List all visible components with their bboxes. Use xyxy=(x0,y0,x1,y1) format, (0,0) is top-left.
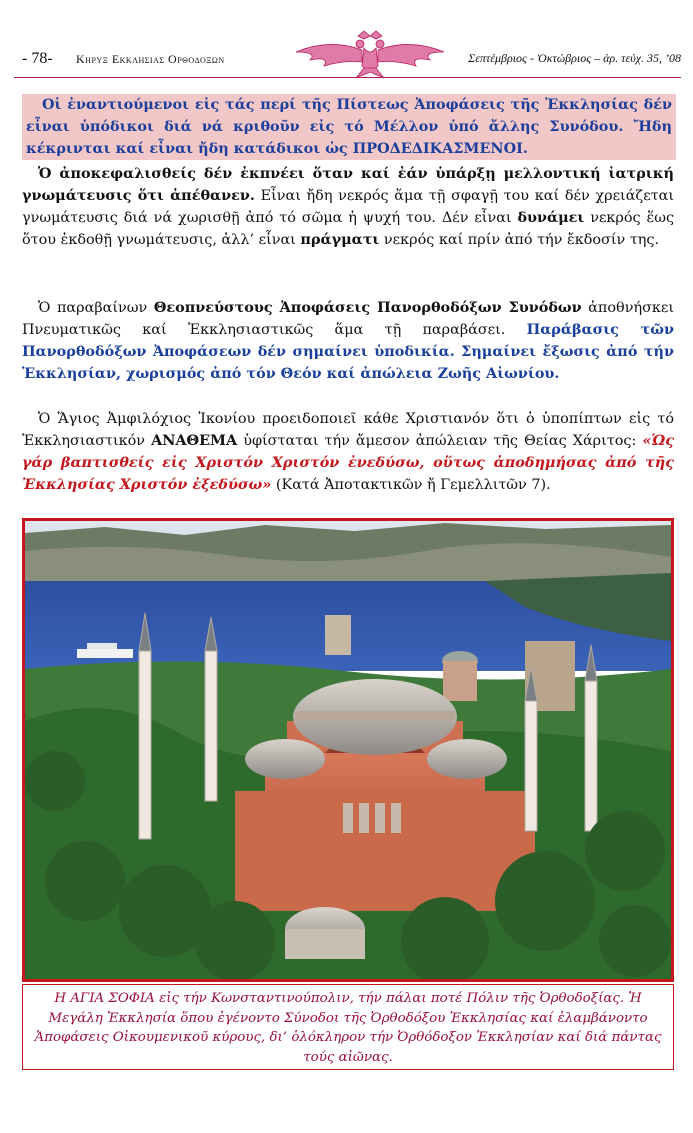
issue-info: Σεπτέμβριος - Ὀκτώβριος – ἀρ. τεύχ. 35, ’08 xyxy=(468,51,681,65)
photo-caption: Η ΑΓΙΑ ΣΟΦΙΑ εἰς τήν Κωνσταντινούπολιν, τήν πάλαι ποτέ Πόλιν τῆς Ὀρθοδοξίας. Ἡ Μεγάλη Ἐκκλησία ὅπου ἐγένοντο Σύνοδοι τῆς Ὀρθοδόξου Ἐκκλησίας καί ἐλαμβάνοντο Ἀποφάσεις Οἰκουμενικοῦ κύρους, δι’ ὁλόκληρον τήν Ὀρθόδοξον Ἐκκλησίαν καί διά πάντας τούς αἰῶνας. xyxy=(22,984,674,1070)
page-header xyxy=(14,38,681,78)
paragraph-3: Ὁ Ἅγιος Ἀμφιλόχιος Ἰκονίου προειδοποιεῖ κάθε Χριστιανόν ὅτι ὁ ὑποπίπτων εἰς τό Ἐκκλησιαστικόν ΑΝΑΘΕΜΑ ὑφίσταται τήν ἄμεσον ἀπώλειαν τῆς Θείας Χάριτος: «Ὡς γάρ βαπτισθείς εἰς Χριστόν Χριστόν ἐνεδύσω, οὕτως ἀποδημήσας ἀπό τῆς Ἐκκλησίας Χριστόν ἐξεδύσω» (Κατά Ἀποτακτικῶν ἤ Γεμελλιτῶν 7). xyxy=(22,411,674,493)
paragraph-1: Ὁ ἀποκεφαλισθείς δέν ἐκπνέει ὅταν καί ἐάν ὑπάρξῃ μελλοντική ἰατρική γνωμάτευσις ὅτι ἀπέθανεν. Εἶναι ἤδη νεκρός ἅμα τῇ σφαγῇ του καί δέν χρειάζεται γνωμάτευσις διά νά χωρισθῇ ἀπό τό σῶμα ἡ ψυχή του. Δέν εἶναι δυνάμει νεκρός ἕως ὅτου ἐκδοθῇ γνωμάτευσις, ἀλλ’ εἶναι πράγματι νεκρός καί πρίν ἀπό τήν ἔκδοσίν της. xyxy=(22,165,675,248)
intro-paragraph: Οἱ ἐναντιούμενοι εἰς τάς περί τῆς Πίστεως Ἀποφάσεις τῆς Ἐκκλησίας δέν εἶναι ὑπόδικοι διά νά κριθοῦν εἰς τό Μέλλον ὑπό ἄλλης Συνόδου. Ἤδη κέκρινται καί εἶναι ἤδη κατάδικοι ὡς ΠΡΟΔΕΔΙΚΑΣΜΕΝΟΙ. xyxy=(22,94,676,160)
header-rule xyxy=(14,77,681,78)
hagia-sophia-photo xyxy=(22,518,674,982)
paragraph-2: Ὁ παραβαίνων Θεοπνεύστους Ἀποφάσεις Πανορθοδόξων Συνόδων ἀποθνήσκει Πνευματικῶς καί Ἐκκλησιαστικῶς ἅμα τῇ παραβάσει. Παράβασις τῶν Πανορθοδόξων Ἀποφάσεων δέν σημαίνει ὑποδικία. Σημαίνει ἔξωσις ἀπό τήν Ἐκκλησίαν, χωρισμός ἀπό τόν Θεόν καί ἀπώλεια Ζωῆς Αἰωνίου. xyxy=(22,299,675,382)
publication-title: Κηρυξ Εκκλησιας Ορθοδοξων xyxy=(76,52,225,66)
page-number: - 78- xyxy=(22,50,53,67)
double-headed-eagle-icon xyxy=(290,30,450,80)
